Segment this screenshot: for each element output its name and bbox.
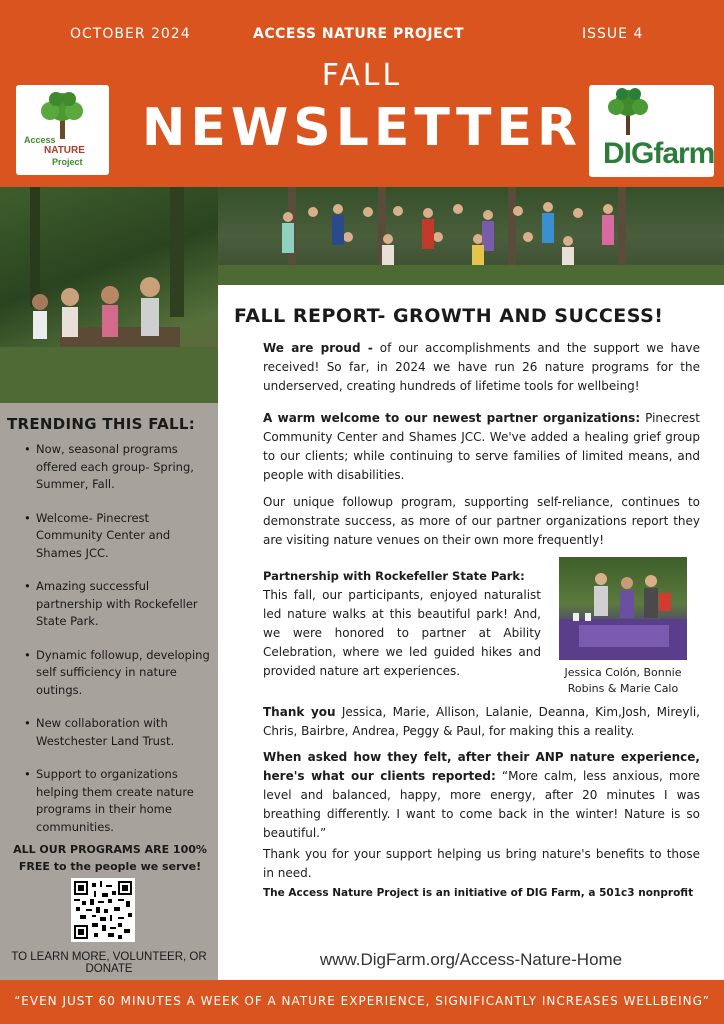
trending-list <box>24 441 210 852</box>
main-article <box>218 285 724 980</box>
paragraph-support: Thank you for your support helping us bring nature's benefits to those in need. <box>263 847 700 880</box>
paragraph-welcome <box>263 409 700 485</box>
issue-number: ISSUE 4 <box>582 26 644 42</box>
photo-group-portrait <box>218 187 724 285</box>
photo-group-activity <box>0 187 218 403</box>
logo-text-access: Access <box>24 135 56 145</box>
free-programs-note: ALL OUR PROGRAMS ARE 100% FREE to the people we serve! <box>13 843 207 873</box>
tree-icon <box>589 85 714 141</box>
photo-illustration <box>559 557 687 660</box>
paragraph-body: “More calm, less anxious, more level and balanced, happy, more energy, after 20 minutes I was breathing differently. I want to come back in the winter! Nature is so beautiful.” <box>263 769 700 840</box>
logo-text-digfarm: DIGfarm <box>603 137 715 170</box>
paragraph-body: This fall, our participants, enjoyed naturalist led nature walks at this beautiful park! And, we were honored to partner at Ability Celebration, where we led guided hikes and provided nature art experiences. <box>263 588 541 678</box>
paragraph-body: of our accomplishments and the support we have received! So far, in 2024 we have run 26 nature programs for the underserved, creating hundreds of lifetime tools for wellbeing! <box>263 341 700 393</box>
paragraph-lead: A warm welcome to our newest partner organizations: <box>263 411 641 425</box>
logo-text-nature: NATURE <box>44 145 85 156</box>
sidebar-title: TRENDING THIS FALL: <box>7 415 196 433</box>
photo-illustration <box>0 187 218 403</box>
paragraph-proud <box>263 339 700 396</box>
paragraph-lead: Thank you <box>263 705 336 719</box>
footer-quote: “EVEN JUST 60 MINUTES A WEEK OF A NATURE EXPERIENCE, SIGNIFICANTLY INCREASES WELLBEING” <box>14 994 710 1008</box>
paragraph-lead: We are proud - <box>263 341 373 355</box>
initiative-note: The Access Nature Project is an initiative of DIG Farm, a 501c3 nonprofit <box>263 887 694 899</box>
list-item: • Welcome- Pinecrest Community Center and Shames JCC. <box>24 510 210 563</box>
list-item: • Amazing successful partnership with Rockefeller State Park. <box>24 578 210 631</box>
paragraph-rockefeller <box>263 567 541 681</box>
paragraph-lead: When asked how they felt, after their ANP nature experience, here's what our clients reported: <box>263 750 700 783</box>
newsletter-title: NEWSLETTER <box>141 98 583 158</box>
photo-caption: Jessica Colón, Bonnie Robins & Marie Calo <box>564 666 682 695</box>
list-item: • Now, seasonal programs offered each group- Spring, Summer, Fall. <box>24 441 210 494</box>
paragraph-body: Pinecrest Community Center and Shames JCC. We've added a healing grief group to our clients; while continuing to serve families of limited means, and people with disabilities. <box>263 411 700 482</box>
trending-sidebar <box>0 403 218 980</box>
season-label: FALL <box>321 58 403 93</box>
list-item: • Support to organizations helping them create nature programs in their home communities. <box>24 766 210 836</box>
article-title: FALL REPORT- GROWTH AND SUCCESS! <box>234 305 664 327</box>
website-link[interactable]: www.DigFarm.org/Access-Nature-Home <box>319 950 623 969</box>
learn-more-label: TO LEARN MORE, VOLUNTEER, OR DONATE <box>11 951 207 975</box>
photo-volunteers <box>559 557 687 660</box>
dig-farm-logo <box>589 85 714 177</box>
newsletter-header <box>0 0 724 187</box>
photo-illustration <box>218 187 724 285</box>
paragraph-body: Jessica, Marie, Allison, Lalanie, Deanna, Kim,Josh, Mireyli, Chris, Bairbre, Andrea, Peggy & Paul, for making this a reality. <box>263 705 700 738</box>
list-item: • New collaboration with Westchester Land Trust. <box>24 715 210 750</box>
org-name: ACCESS NATURE PROJECT <box>253 26 464 42</box>
qr-code-icon[interactable] <box>71 878 135 942</box>
issue-date: OCTOBER 2024 <box>70 26 191 42</box>
paragraph-thanks <box>263 703 700 741</box>
list-item: • Dynamic followup, developing self sufficiency in nature outings. <box>24 647 210 700</box>
paragraph-followup: Our unique followup program, supporting self-reliance, continues to demonstrate success, as more of our partner organizations report they are visiting nature venues on their own more frequently! <box>263 495 700 547</box>
logo-text-project: Project <box>52 157 83 167</box>
paragraph-lead: Partnership with Rockefeller State Park: <box>263 569 525 583</box>
access-nature-logo <box>16 85 109 175</box>
paragraph-testimonials <box>263 748 700 843</box>
newsletter-footer <box>0 980 724 1024</box>
